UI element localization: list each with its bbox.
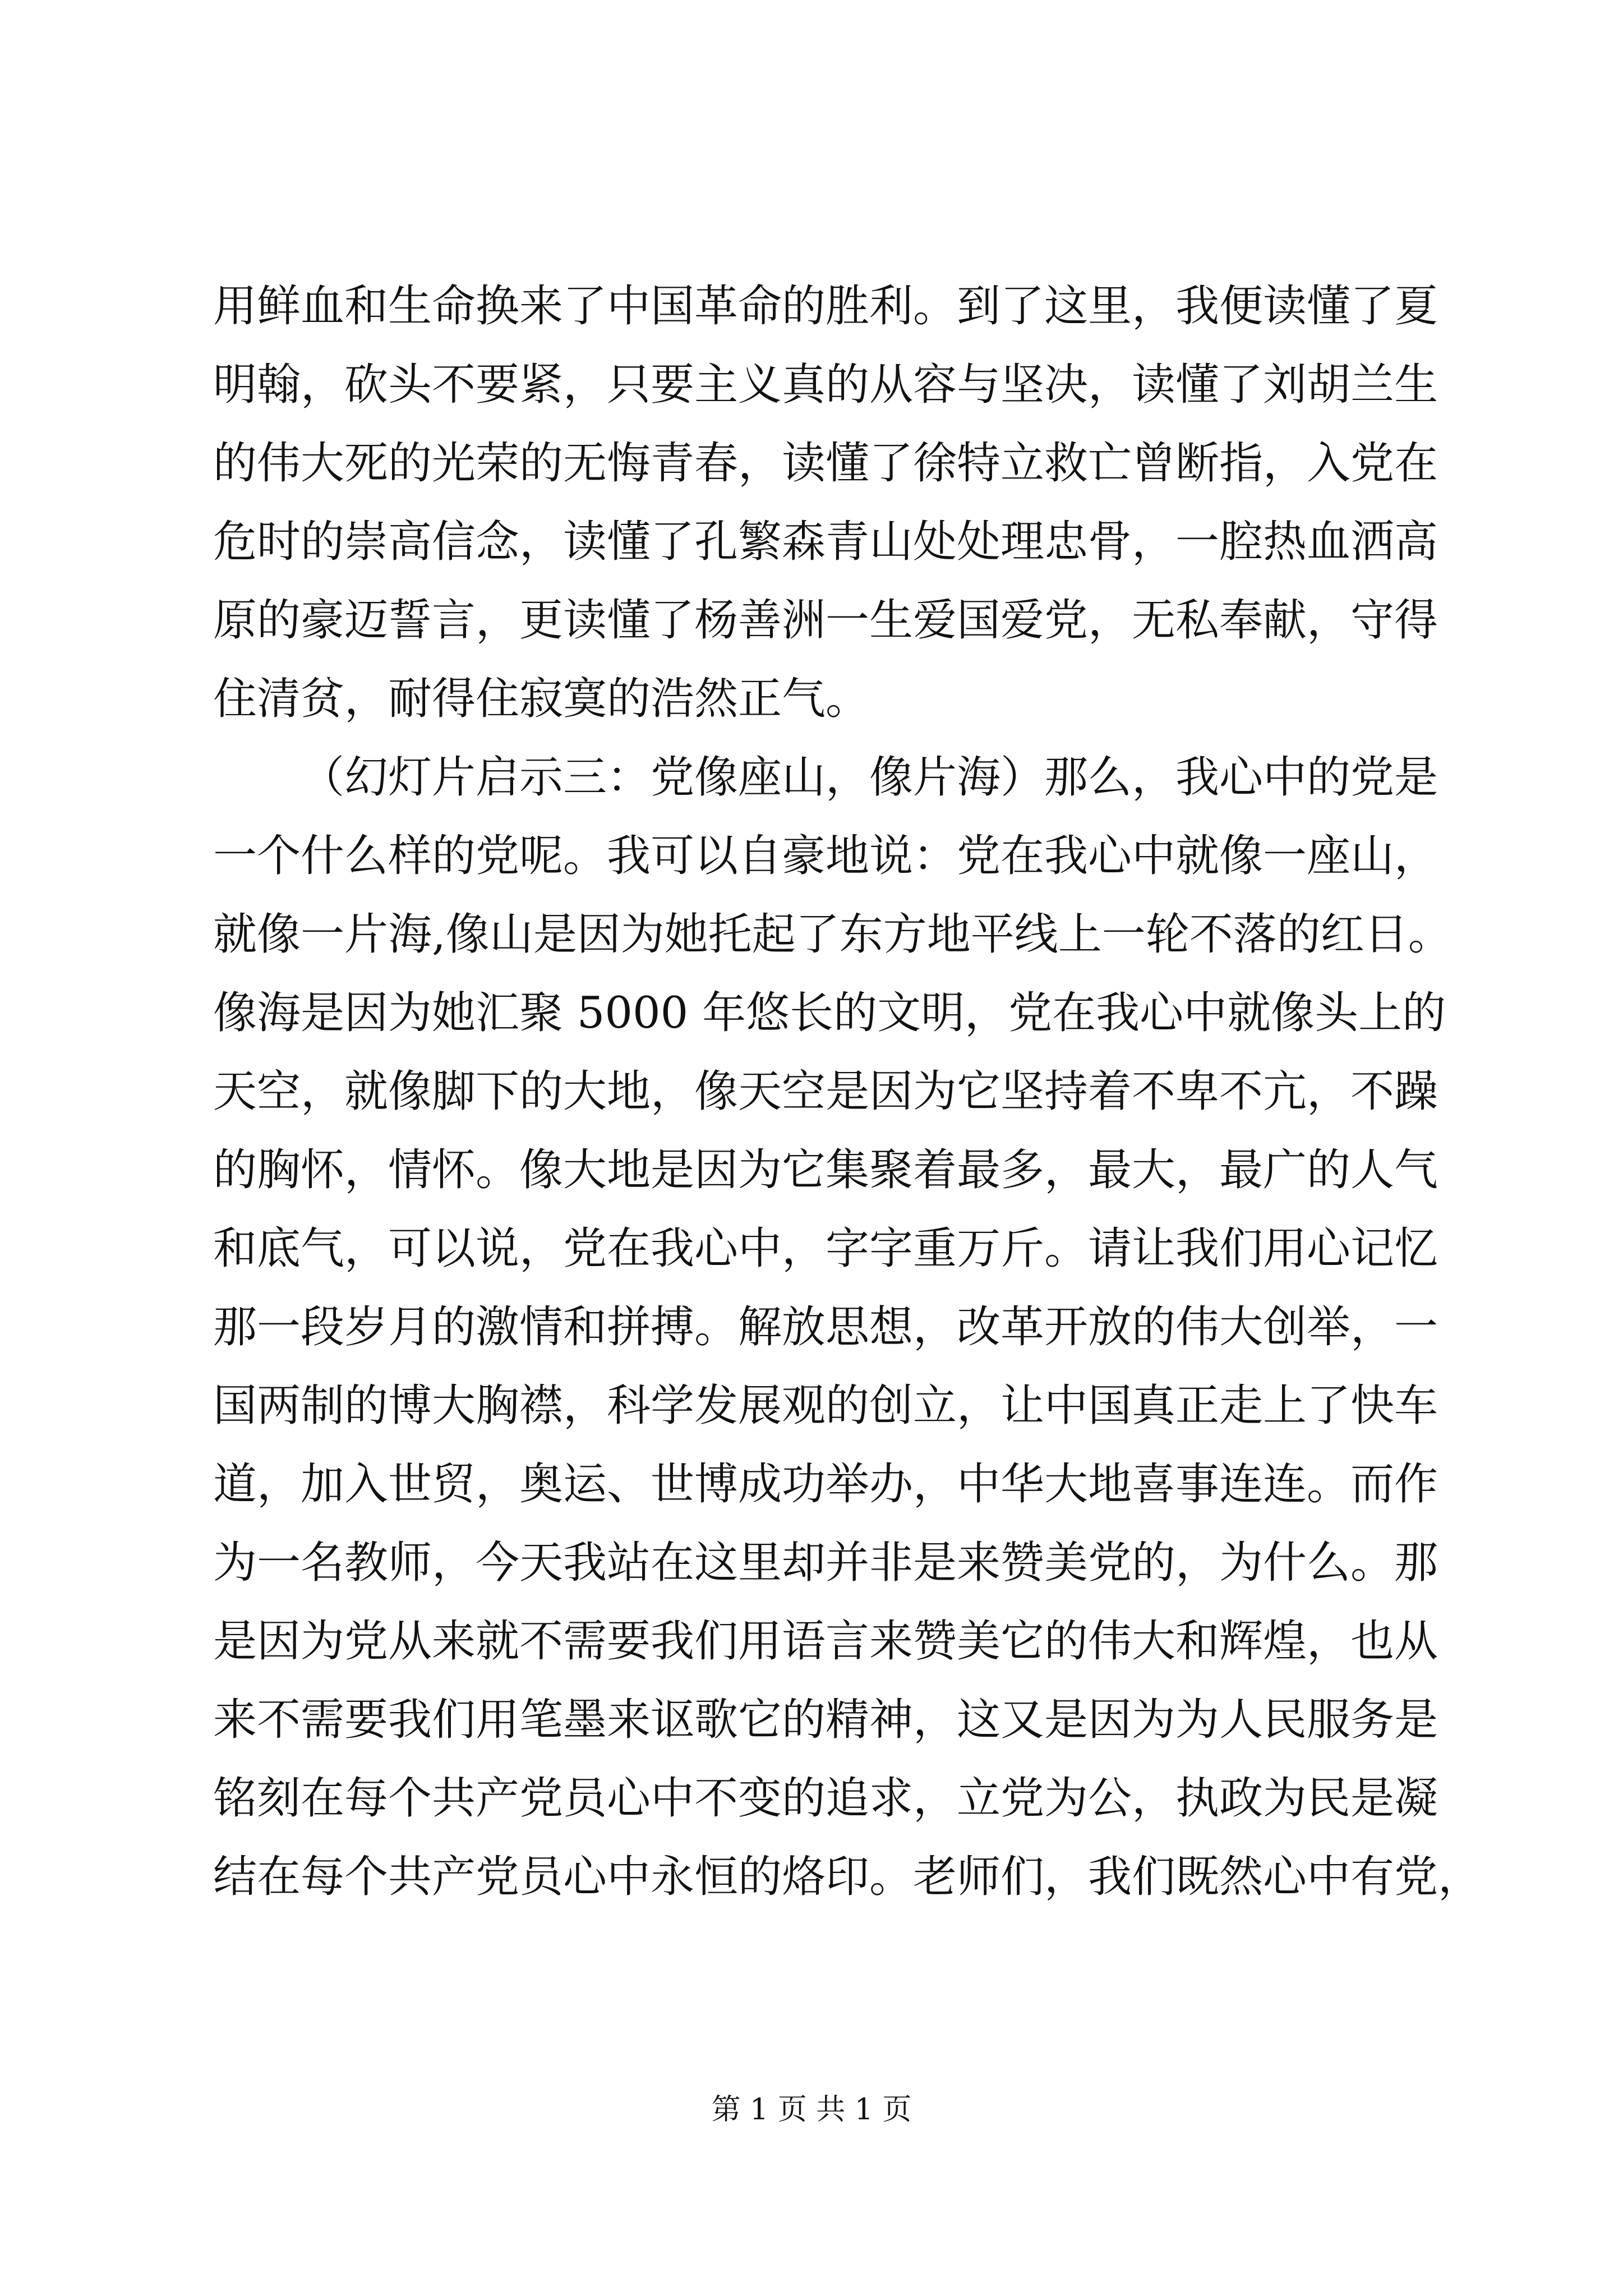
- page-number-label: 第 1 页 共 1 页: [711, 2093, 912, 2127]
- text-line: 来不需要我们用笔墨来讴歌它的精神，这又是因为为人民服务是: [213, 1695, 1438, 1745]
- text-line: 为一名教师，今天我站在这里却并非是来赞美党的，为什么。那: [213, 1538, 1438, 1588]
- text-line: 像海是因为她汇聚 5000 年悠长的文明，党在我心中就像头上的: [213, 988, 1446, 1038]
- body-text: [213, 267, 1482, 1916]
- text-line: 住清贫，耐得住寂寞的浩然正气。: [213, 674, 870, 724]
- text-line: 结在每个共产党员心中永恒的烙印。老师们，我们既然心中有党，: [213, 1852, 1482, 1902]
- text-line: 的伟大死的光荣的无悔青春，读懂了徐特立救亡曾断指，入党在: [213, 438, 1438, 489]
- page-footer: [0, 2090, 1623, 2129]
- text-line: 用鲜血和生命换来了中国革命的胜利。到了这里，我便读懂了夏: [213, 281, 1438, 332]
- text-line: 原的豪迈誓言，更读懂了杨善洲一生爱国爱党，无私奉献，守得: [213, 595, 1438, 646]
- text-line: 一个什么样的党呢。我可以自豪地说：党在我心中就像一座山，: [213, 831, 1438, 881]
- text-line: 是因为党从来就不需要我们用语言来赞美它的伟大和辉煌，也从: [213, 1616, 1438, 1667]
- text-line: 国两制的博大胸襟，科学发展观的创立，让中国真正走上了快车: [213, 1381, 1438, 1431]
- text-line: 的胸怀，情怀。像大地是因为它集聚着最多，最大，最广的人气: [213, 1145, 1438, 1195]
- text-line: 和底气，可以说，党在我心中，字字重万斤。请让我们用心记忆: [213, 1223, 1438, 1274]
- text-line: 那一段岁月的激情和拼搏。解放思想，改革开放的伟大创举，一: [213, 1302, 1438, 1352]
- text-line: 危时的崇高信念，读懂了孔繁森青山处处理忠骨，一腔热血洒高: [213, 517, 1438, 567]
- text-line: 明翰，砍头不要紧，只要主义真的从容与坚决，读懂了刘胡兰生: [213, 360, 1438, 410]
- text-line: 天空，就像脚下的大地，像天空是因为它坚持着不卑不亢，不躁: [213, 1066, 1438, 1117]
- text-line: 就像一片海,像山是因为她托起了东方地平线上一轮不落的红日。: [213, 909, 1452, 960]
- text-line: 铭刻在每个共产党员心中不变的追求，立党为公，执政为民是凝: [213, 1773, 1438, 1824]
- text-line: （幻灯片启示三：党像座山，像片海）那么，我心中的党是: [301, 752, 1438, 803]
- text-line: 道，加入世贸，奥运、世博成功举办，中华大地喜事连连。而作: [213, 1459, 1438, 1510]
